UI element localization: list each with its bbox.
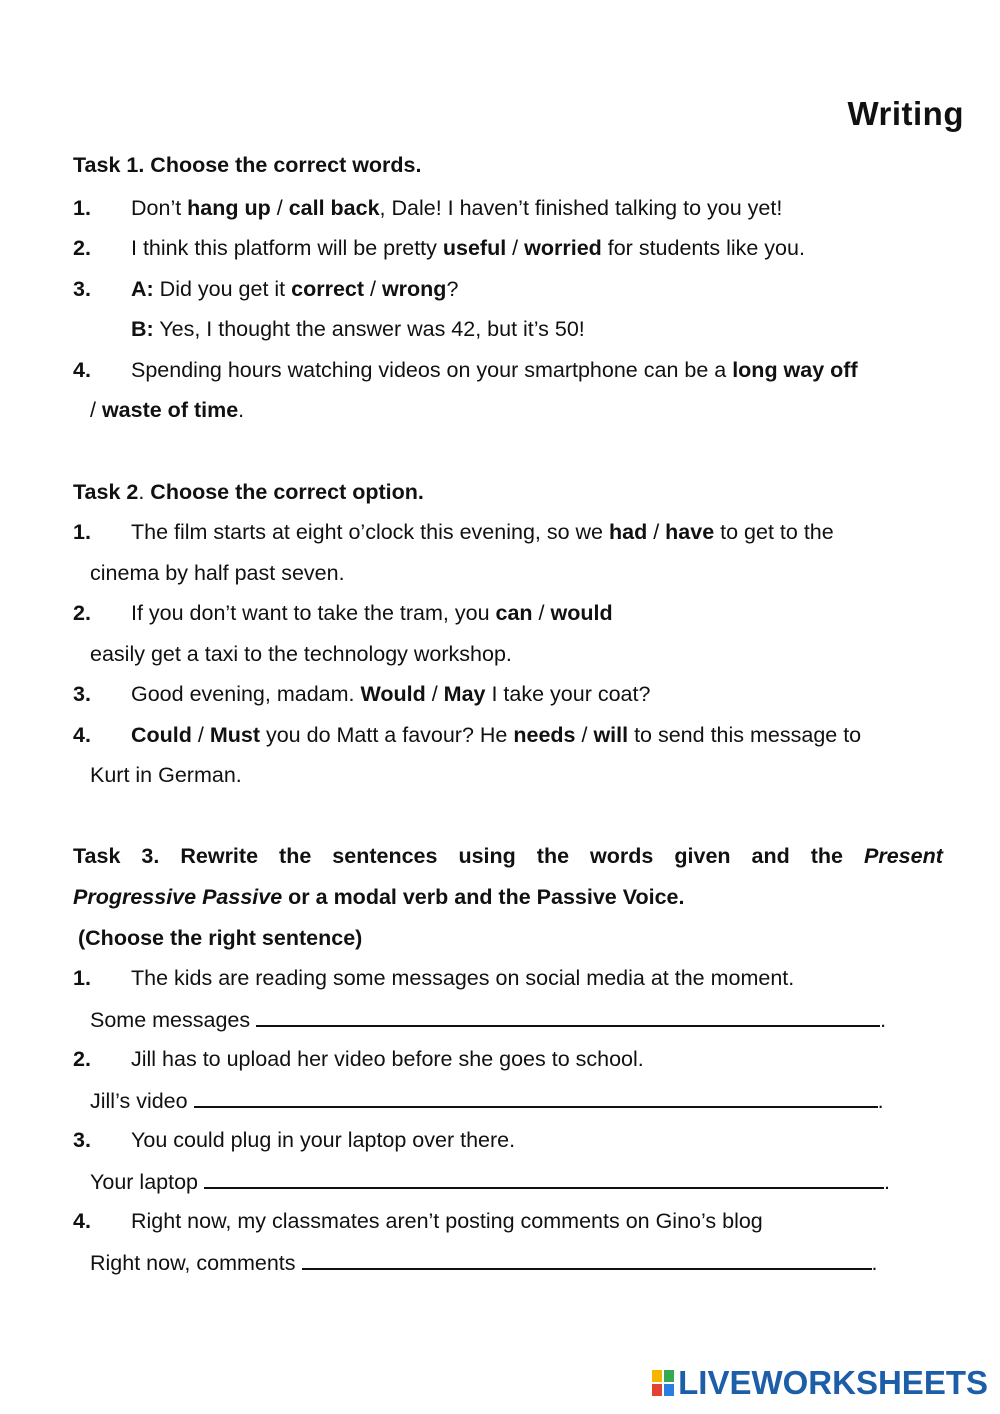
task3-item-3-answer <box>90 1169 890 1195</box>
item-number: 2. <box>73 236 91 260</box>
text: Don’t <box>131 196 188 220</box>
option-would[interactable]: Would <box>360 682 426 706</box>
option-would[interactable]: would <box>550 601 613 625</box>
task1-heading: Task 1. Choose the correct words. <box>73 153 422 177</box>
word: and <box>751 844 790 868</box>
text: I take your coat? <box>485 682 651 706</box>
word: 3. <box>141 844 160 868</box>
slash: / <box>364 277 382 301</box>
item-number: 4. <box>73 358 91 382</box>
option-correct[interactable]: correct <box>291 277 365 301</box>
item-number: 4. <box>73 723 91 747</box>
option-call-back[interactable]: call back <box>288 196 380 220</box>
text: Task 2 <box>73 480 139 504</box>
logo-mark-icon <box>652 1370 674 1396</box>
task2-item-1-cont: cinema by half past seven. <box>90 561 345 585</box>
item-number: 2. <box>73 601 91 625</box>
task3-item-4 <box>73 1209 763 1234</box>
task3-heading-line2 <box>73 885 684 910</box>
task2-item-2 <box>73 601 613 626</box>
period: . <box>884 1170 890 1194</box>
word: the <box>536 844 570 868</box>
sentence: Right now, my classmates aren’t posting comments on Gino’s blog <box>131 1209 763 1233</box>
answer-blank[interactable] <box>302 1250 872 1270</box>
option-must[interactable]: Must <box>209 723 260 747</box>
text: If you don’t want to take the tram, you <box>131 601 496 625</box>
text: Yes, I thought the answer was 42, but it’s 50! <box>153 317 585 341</box>
prompt: Some messages <box>90 1008 251 1032</box>
word: Rewrite <box>180 844 259 868</box>
task3-item-3 <box>73 1128 515 1153</box>
text: to send this message to <box>628 723 862 747</box>
task3-heading-line1 <box>73 844 943 869</box>
task3-item-4-answer <box>90 1250 878 1276</box>
word: Present <box>864 844 943 868</box>
text: or a modal verb and the Passive Voice. <box>282 885 685 909</box>
item-number: 3. <box>73 682 91 706</box>
word: using <box>458 844 516 868</box>
liveworksheets-logo <box>652 1364 988 1402</box>
task2-item-3 <box>73 682 650 707</box>
word: given <box>674 844 731 868</box>
logo-square <box>652 1370 662 1382</box>
word: words <box>590 844 654 868</box>
task1-item-1 <box>73 196 782 221</box>
item-number: 3. <box>73 277 91 301</box>
prompt: Jill’s video <box>90 1089 188 1113</box>
word: the <box>279 844 312 868</box>
task3-item-2 <box>73 1047 644 1072</box>
option-could[interactable]: Could <box>131 723 192 747</box>
item-number: 4. <box>73 1209 91 1233</box>
answer-blank[interactable] <box>256 1007 880 1027</box>
period: . <box>877 1089 884 1113</box>
slash: / <box>532 601 551 625</box>
prompt: Right now, comments <box>90 1251 296 1275</box>
sentence: The kids are reading some messages on social media at the moment. <box>131 966 795 990</box>
slash: / <box>270 196 289 220</box>
option-hang-up[interactable]: hang up <box>187 196 271 220</box>
period: . <box>871 1251 878 1275</box>
text: . <box>238 398 245 422</box>
task1-item-4-cont <box>90 398 244 423</box>
text: for students like you. <box>601 236 805 260</box>
period: . <box>880 1008 887 1032</box>
word: the <box>810 844 844 868</box>
task1-item-3 <box>73 277 458 302</box>
task1-item-2 <box>73 236 805 261</box>
slash: / <box>90 398 102 422</box>
logo-square <box>652 1384 662 1396</box>
speaker-b: B: <box>131 317 154 341</box>
option-can[interactable]: can <box>495 601 533 625</box>
page-title: Writing <box>847 95 964 132</box>
item-number: 3. <box>73 1128 91 1152</box>
task1-item-3-reply <box>131 317 585 342</box>
text: Choose the correct option. <box>150 480 424 504</box>
logo-text: LIVEWORKSHEETS <box>678 1364 988 1401</box>
item-number: 1. <box>73 196 91 220</box>
answer-blank[interactable] <box>204 1169 884 1189</box>
text: Spending hours watching videos on your smartphone can be a <box>131 358 733 382</box>
option-waste-of-time[interactable]: waste of time <box>101 398 239 422</box>
option-long-way-off[interactable]: long way off <box>732 358 858 382</box>
logo-square <box>664 1384 674 1396</box>
option-will[interactable]: will <box>593 723 629 747</box>
option-wrong[interactable]: wrong <box>381 277 447 301</box>
slash: / <box>575 723 594 747</box>
text: , Dale! I haven’t finished talking to you yet! <box>379 196 783 220</box>
text: ? <box>446 277 459 301</box>
text: Did you get it <box>153 277 292 301</box>
task3-item-1 <box>73 966 794 991</box>
task3-item-2-answer <box>90 1088 884 1114</box>
option-had[interactable]: had <box>609 520 648 544</box>
option-may[interactable]: May <box>443 682 486 706</box>
sentence: Jill has to upload her video before she goes to school. <box>131 1047 644 1071</box>
task2-item-2-cont: easily get a taxi to the technology workshop. <box>90 642 512 666</box>
task3-item-1-answer <box>90 1007 886 1033</box>
text: you do Matt a favour? He <box>260 723 514 747</box>
slash: / <box>425 682 444 706</box>
slash: / <box>647 520 666 544</box>
item-number: 2. <box>73 1047 91 1071</box>
option-have[interactable]: have <box>665 520 715 544</box>
text: Good evening, madam. <box>131 682 361 706</box>
task3-subheading: (Choose the right sentence) <box>78 926 363 950</box>
answer-blank[interactable] <box>194 1088 878 1108</box>
logo-square <box>664 1370 674 1382</box>
text: I think this platform will be pretty <box>131 236 443 260</box>
prompt: Your laptop <box>90 1170 198 1194</box>
text: . <box>138 480 151 504</box>
text: to get to the <box>714 520 834 544</box>
item-number: 1. <box>73 966 91 990</box>
word: Task <box>73 844 121 868</box>
word: sentences <box>332 844 438 868</box>
text: The film starts at eight o’clock this evening, so we <box>131 520 609 544</box>
task1-item-4 <box>73 358 858 383</box>
task2-heading <box>73 480 424 505</box>
option-worried[interactable]: worried <box>524 236 602 260</box>
sentence: You could plug in your laptop over there. <box>131 1128 516 1152</box>
task2-item-1 <box>73 520 929 545</box>
item-number: 1. <box>73 520 91 544</box>
task2-item-4-cont: Kurt in German. <box>90 763 242 787</box>
slash: / <box>191 723 210 747</box>
text: Progressive Passive <box>73 885 283 909</box>
option-useful[interactable]: useful <box>442 236 507 260</box>
speaker-a: A: <box>131 277 154 301</box>
slash: / <box>506 236 525 260</box>
option-needs[interactable]: needs <box>513 723 576 747</box>
task2-item-4 <box>73 723 861 748</box>
